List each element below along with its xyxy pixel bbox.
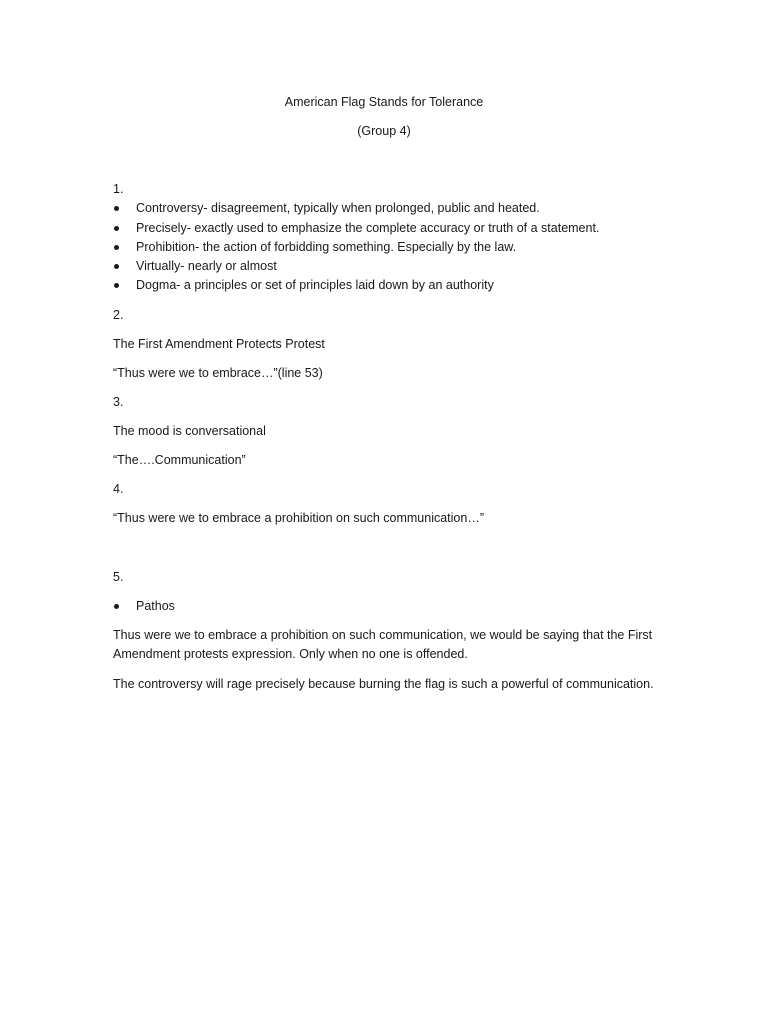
bullet-text: Precisely- exactly used to emphasize the complete accuracy or truth of a statement. [136,221,600,235]
bullet-text: Virtually- nearly or almost [136,259,277,273]
section-2-number: 2. [113,308,124,322]
section-4-number: 4. [113,482,124,496]
bullet-icon [114,245,119,250]
bullet-icon [114,604,119,609]
document-title: American Flag Stands for Tolerance [284,95,484,109]
bullet-icon [114,206,119,211]
bullet-icon [114,283,119,288]
section-5-paragraph: The controversy will rage precisely because burning the flag is such a powerful of communication. [113,677,654,691]
section-5-paragraph-line: Thus were we to embrace a prohibition on such communication, we would be saying that the First [113,628,653,642]
section-2-quote: “Thus were we to embrace…”(line 53) [113,366,323,380]
bullet-icon [114,264,119,269]
section-3-quote: “The….Communication” [113,453,246,467]
section-3-number: 3. [113,395,124,409]
bullet-icon [114,226,119,231]
section-1-number: 1. [113,182,124,196]
section-5-number: 5. [113,570,124,584]
document-subtitle: (Group 4) [357,124,411,138]
section-4-quote: “Thus were we to embrace a prohibition on such communication…” [113,511,485,525]
section-3-statement: The mood is conversational [113,424,266,438]
section-5-paragraph-line: Amendment protests expression. Only when no one is offended. [113,647,468,661]
bullet-text: Controversy- disagreement, typically when prolonged, public and heated. [136,201,540,215]
bullet-text: Pathos [136,599,175,613]
section-2-heading: The First Amendment Protects Protest [113,337,325,351]
bullet-text: Dogma- a principles or set of principles laid down by an authority [136,278,494,292]
bullet-text: Prohibition- the action of forbidding something. Especially by the law. [136,240,517,254]
